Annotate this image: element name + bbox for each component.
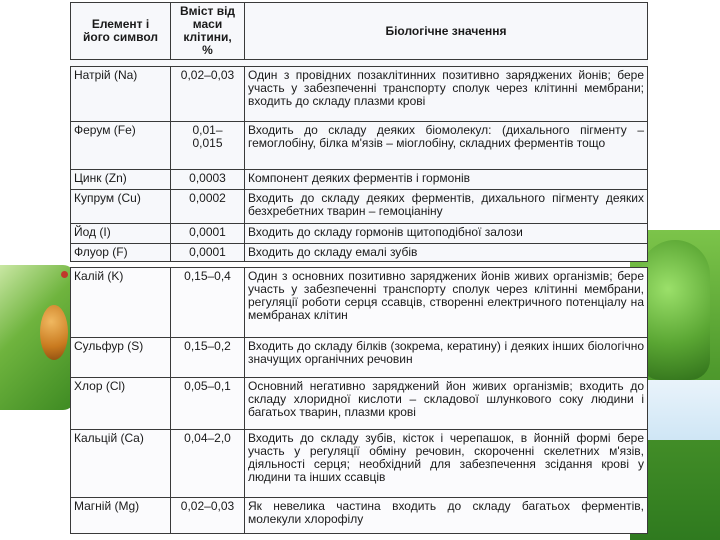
microelements-table	[70, 2, 648, 262]
macroelements-table	[70, 267, 648, 534]
meaning-cell: Входить до складу білків (зокрема, кератину) і деяких інших біологічно значущих органічних речовин	[245, 338, 648, 378]
content-cell: 0,02–0,03	[171, 67, 245, 122]
table-row	[71, 170, 648, 190]
table-row	[71, 122, 648, 170]
table-header-row	[71, 3, 648, 60]
meaning-cell: Входить до складу деяких біомолекул: (дихального пігменту – гемоглобіну, білка м'язів – міоглобіну, складних ферментів тощо	[245, 122, 648, 170]
content-cell: 0,0002	[171, 190, 245, 224]
table-row	[71, 224, 648, 244]
table-row	[71, 244, 648, 262]
meaning-cell: Входить до складу гормонів щитоподібної залози	[245, 224, 648, 244]
content-cell: 0,15–0,2	[171, 338, 245, 378]
table-row	[71, 498, 648, 534]
element-cell: Флуор (F)	[71, 244, 171, 262]
content-cell: 0,05–0,1	[171, 378, 245, 430]
meaning-cell: Входить до складу зубів, кісток і черепашок, в йонній формі бере участь у регуляції обміну речовин, скороченні скелетних м'язів, діяльності серця; необхідний для забезпечення зсідання крові у людини та інших ссавців	[245, 430, 648, 498]
element-cell: Купрум (Cu)	[71, 190, 171, 224]
leaf-photo	[0, 265, 75, 410]
meaning-cell: Один з провідних позаклітинних позитивно заряджених йонів; бере участь у забезпеченні транспорту сполук через клітинні мембрани; входить до складу плазми крові	[245, 67, 648, 122]
tree-illustration	[640, 240, 710, 380]
content-cell: 0,0003	[171, 170, 245, 190]
content-cell: 0,0001	[171, 224, 245, 244]
element-cell: Кальцій (Ca)	[71, 430, 171, 498]
bullet-dot-icon	[61, 271, 68, 278]
meaning-cell: Входить до складу деяких ферментів, дихального пігменту деяких безхребетних тварин – гемоціаніну	[245, 190, 648, 224]
element-cell: Калій (K)	[71, 268, 171, 338]
element-cell: Цинк (Zn)	[71, 170, 171, 190]
header-element: Елемент і його символ	[71, 3, 171, 60]
meaning-cell: Компонент деяких ферментів і гормонів	[245, 170, 648, 190]
beetle-illustration	[40, 305, 68, 360]
table-row	[71, 338, 648, 378]
content-cell: 0,0001	[171, 244, 245, 262]
element-cell: Сульфур (S)	[71, 338, 171, 378]
meaning-cell: Один з основних позитивно заряджених йонів живих організмів; бере участь у забезпеченні транспорту сполук через клітинні мембрани, регуляції роботи серця ссавців, створенні електричного потенціалу на мембранах клітин	[245, 268, 648, 338]
meaning-cell: Входить до складу емалі зубів	[245, 244, 648, 262]
content-cell: 0,01– 0,015	[171, 122, 245, 170]
table-row	[71, 268, 648, 338]
element-cell: Натрій (Na)	[71, 67, 171, 122]
element-cell: Йод (I)	[71, 224, 171, 244]
table-row	[71, 430, 648, 498]
table-row	[71, 190, 648, 224]
header-meaning: Біологічне значення	[245, 3, 648, 60]
element-cell: Ферум (Fe)	[71, 122, 171, 170]
element-cell: Хлор (Cl)	[71, 378, 171, 430]
content-cell: 0,02–0,03	[171, 498, 245, 534]
meaning-cell: Основний негативно заряджений йон живих організмів; входить до складу хлоридної кислоти – складової шлункового соку людини і багатьох тварин, плазми крові	[245, 378, 648, 430]
element-cell: Магній (Mg)	[71, 498, 171, 534]
table-row	[71, 378, 648, 430]
content-cell: 0,04–2,0	[171, 430, 245, 498]
meaning-cell: Як невелика частина входить до складу багатьох ферментів, молекули хлорофілу	[245, 498, 648, 534]
header-content: Вміст від маси клітини, %	[171, 3, 245, 60]
table-row	[71, 67, 648, 122]
content-cell: 0,15–0,4	[171, 268, 245, 338]
